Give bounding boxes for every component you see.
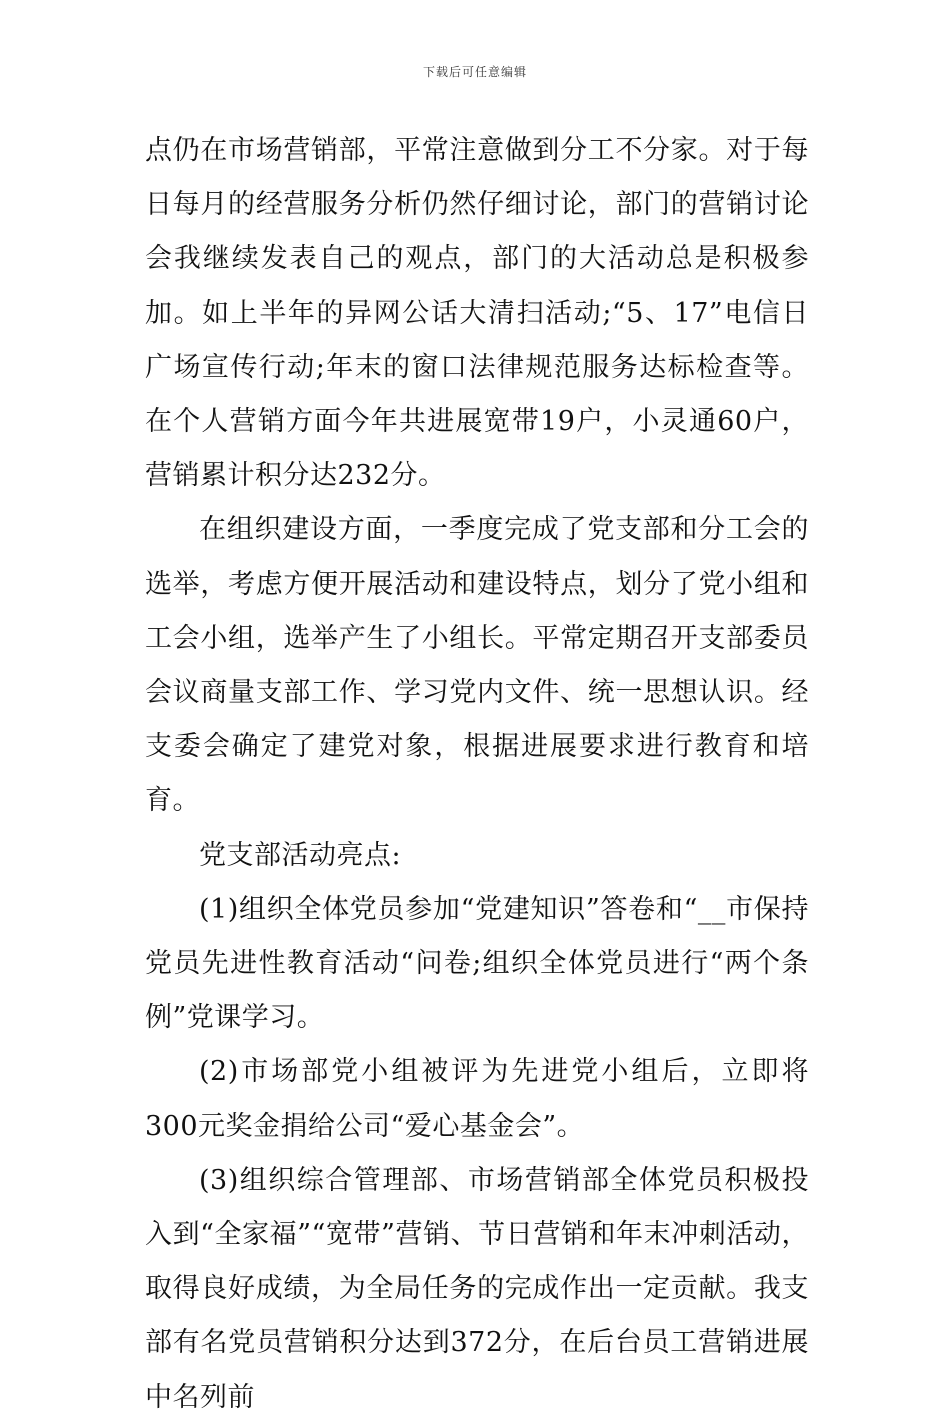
- paragraph-marketing: 点仍在市场营销部，平常注意做到分工不分家。对于每日每月的经营服务分析仍然仔细讨论，部门的营销讨论会我继续发表自己的观点，部门的大活动总是积极参加。如上半年的异网公话大清扫活动;“5、17”电信日广场宣传行动;年末的窗口法律规范服务达标检查等。在个人营销方面今年共进展宽带19户，小灵通60户，营销累计积分达232分。: [145, 135, 809, 492]
- paragraph-highlight-1: (1)组织全体党员参加“党建知识”答卷和“__市保持党员先进性教育活动“问卷;组织全体党员进行“两个条例”党课学习。: [145, 893, 809, 1034]
- paragraph-highlights-heading: 党支部活动亮点:: [199, 839, 402, 871]
- paragraph-highlight-2: (2)市场部党小组被评为先进党小组后，立即将300元奖金捐给公司“爱心基金会”。: [145, 1056, 809, 1142]
- paragraph-highlight-3: (3)组织综合管理部、市场营销部全体党员积极投入到“全家福”“宽带”营销、节日营销和年末冲刺活动，取得良好成绩，为全局任务的完成作出一定贡献。我支部有名党员营销积分达到372分，在后台员工营销进展中名列前: [145, 1164, 809, 1413]
- page-header: 下载后可任意编辑: [422, 65, 527, 79]
- paragraph-organization: 在组织建设方面，一季度完成了党支部和分工会的选举，考虑方便开展活动和建设特点，划分了党小组和工会小组，选举产生了小组长。平常定期召开支部委员会议商量支部工作、学习党内文件、统一思想认识。经支委会确定了建党对象，根据进展要求进行教育和培育。: [145, 514, 809, 817]
- document-body: [145, 124, 809, 1425]
